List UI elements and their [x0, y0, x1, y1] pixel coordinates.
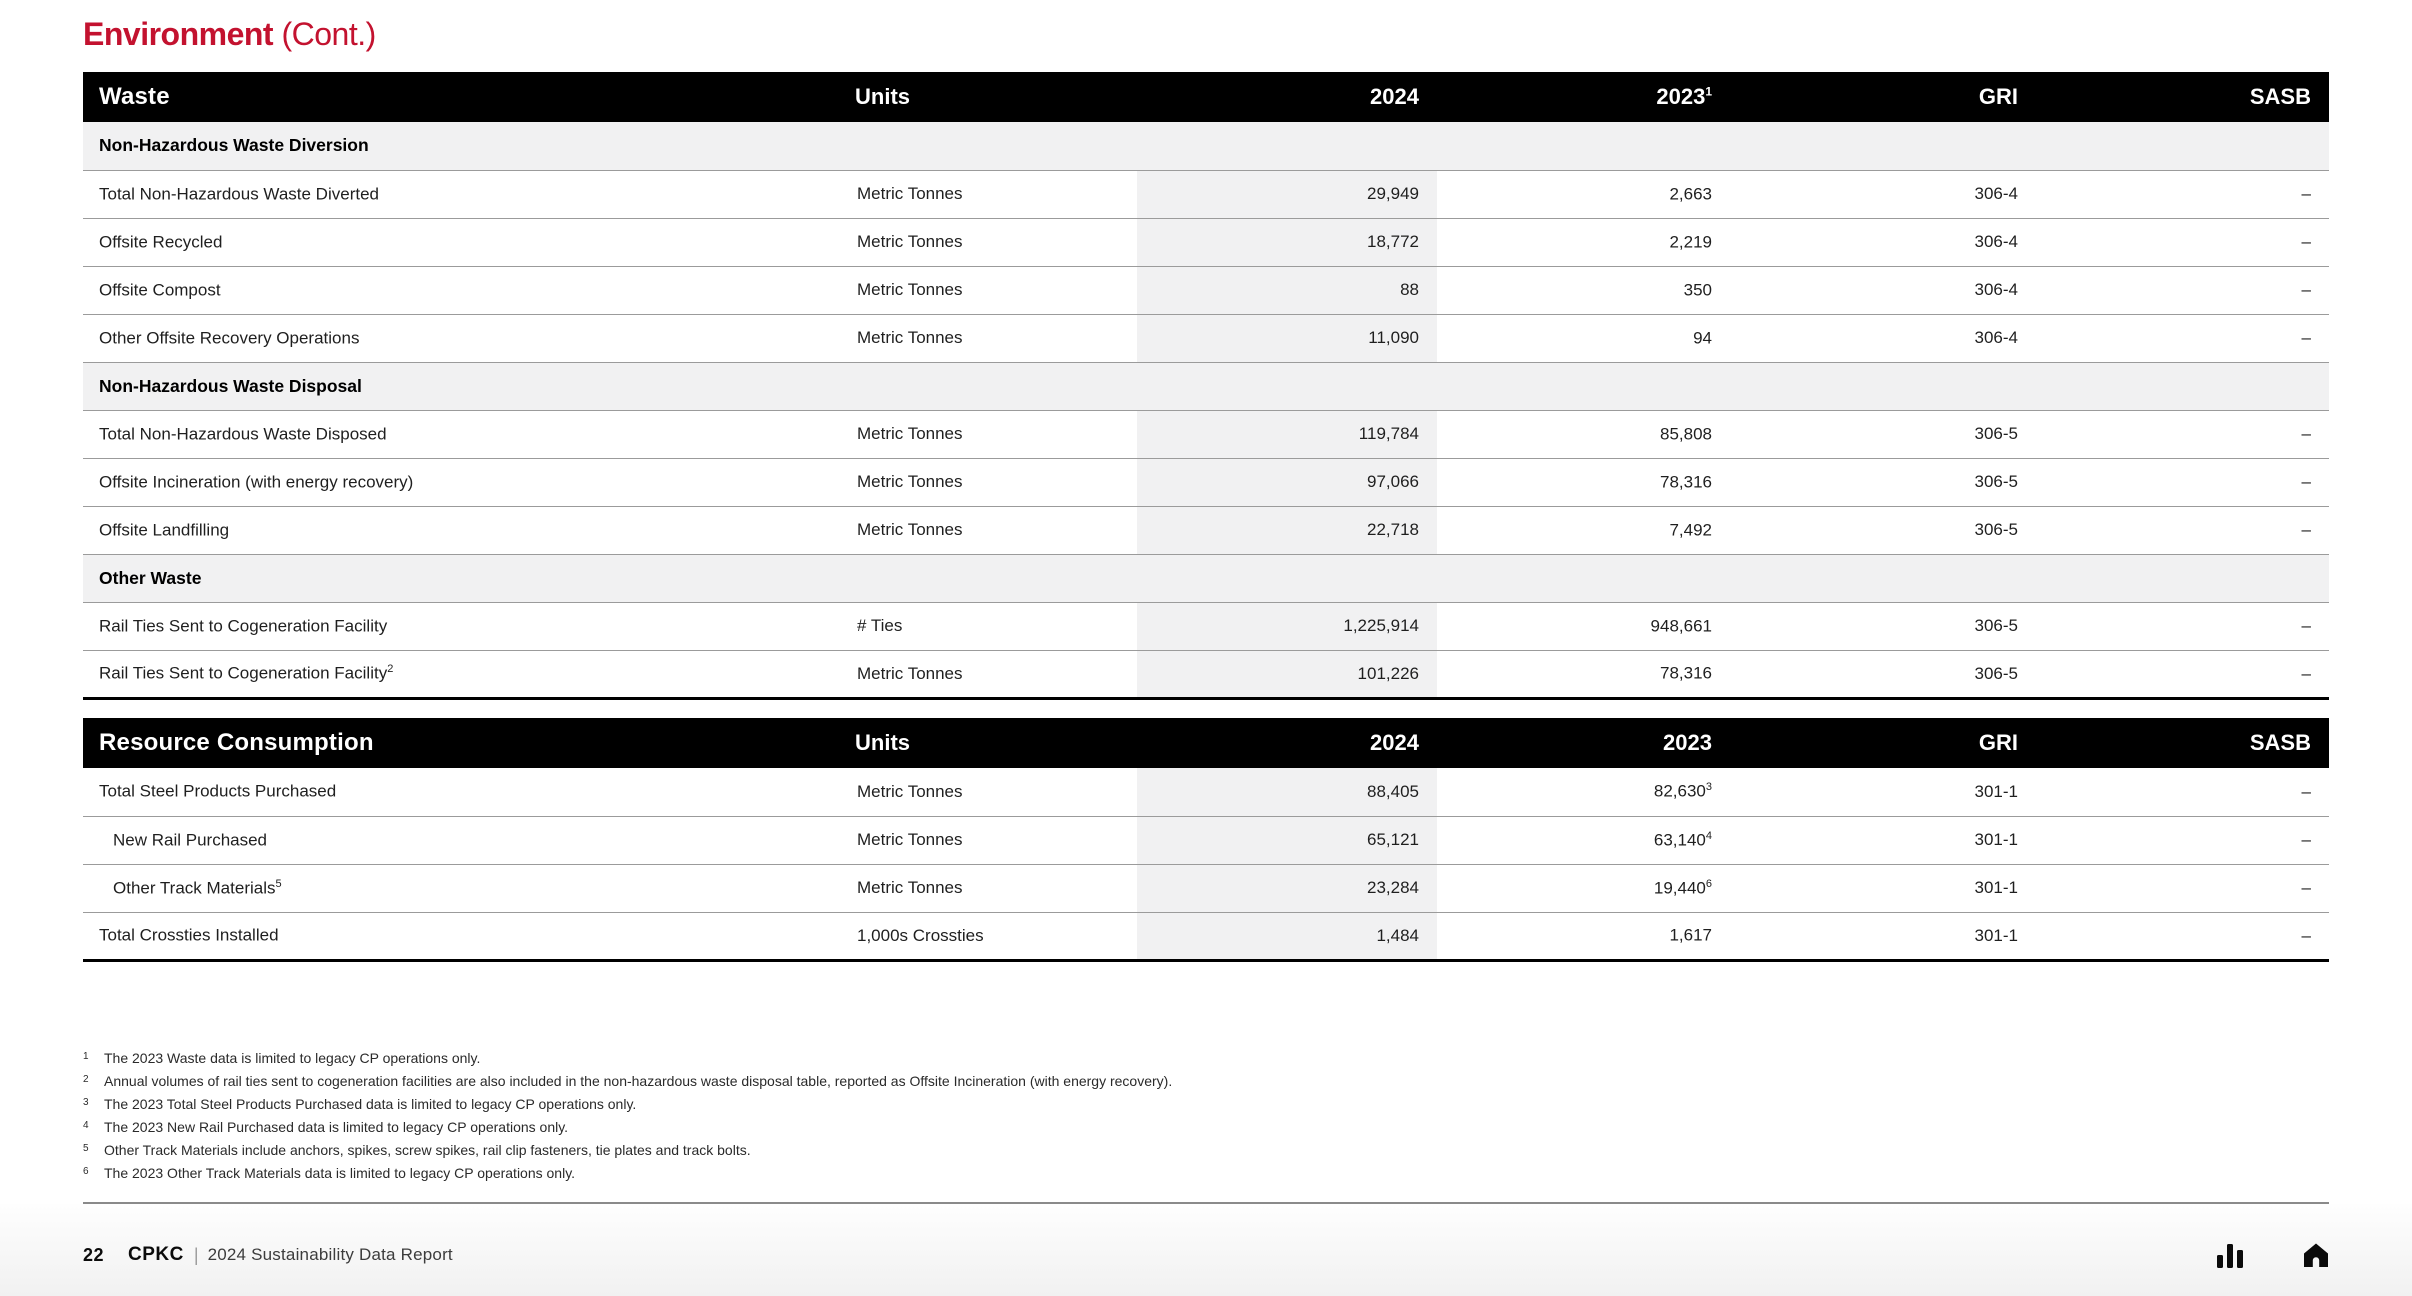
value-2023-cell: 7,492 [1437, 506, 1730, 554]
column-header-units: Units [855, 730, 910, 755]
table-row [83, 410, 2329, 458]
value-2024-cell: 11,090 [1137, 314, 1437, 362]
waste-table-header [83, 72, 2329, 122]
value-2023-cell: 2,219 [1437, 218, 1730, 266]
units-cell: # Ties [855, 602, 1137, 650]
value-2023-cell: 2,663 [1437, 170, 1730, 218]
gri-cell: 306-4 [1730, 314, 2036, 362]
page-title-cont: (Cont.) [273, 16, 376, 52]
sasb-cell: – [2036, 218, 2329, 266]
value-2023-cell: 1,617 [1437, 912, 1730, 960]
table-row [83, 458, 2329, 506]
metric-cell: Rail Ties Sent to Cogeneration Facility [83, 602, 855, 650]
metric-cell: Total Steel Products Purchased [83, 768, 855, 816]
value-2024-cell: 88 [1137, 266, 1437, 314]
gri-cell: 306-4 [1730, 218, 2036, 266]
section-title: Other Waste [83, 554, 2329, 602]
column-header-2023: 2023 [1663, 730, 1712, 755]
brand-logo: CPKC [128, 1244, 184, 1265]
metric-cell: Offsite Incineration (with energy recovery) [83, 458, 855, 506]
section-title: Non-Hazardous Waste Diversion [83, 122, 2329, 170]
metric-cell: New Rail Purchased [83, 816, 855, 864]
sasb-cell: – [2036, 864, 2329, 912]
footnote [83, 1096, 2083, 1119]
section-title: Non-Hazardous Waste Disposal [83, 362, 2329, 410]
column-header-gri: GRI [1978, 730, 2018, 755]
value-2023-cell: 948,661 [1437, 602, 1730, 650]
units-cell: Metric Tonnes [855, 768, 1137, 816]
units-cell: Metric Tonnes [855, 506, 1137, 554]
value-2023-cell: 94 [1437, 314, 1730, 362]
value-2024-cell: 22,718 [1137, 506, 1437, 554]
value-2023-cell: 78,316 [1437, 458, 1730, 506]
value-2024-cell: 23,284 [1137, 864, 1437, 912]
column-header-units: Units [855, 84, 910, 109]
value-2024-cell: 1,484 [1137, 912, 1437, 960]
footnote-text: The 2023 Total Steel Products Purchased data is limited to legacy CP operations only. [104, 1096, 637, 1112]
value-2023-cell: 85,808 [1437, 410, 1730, 458]
table-row [83, 506, 2329, 554]
footer-separator: | [193, 1244, 199, 1265]
units-cell: Metric Tonnes [855, 864, 1137, 912]
metric-cell: Total Non-Hazardous Waste Diverted [83, 170, 855, 218]
value-2024-cell: 119,784 [1137, 410, 1437, 458]
units-cell: Metric Tonnes [855, 314, 1137, 362]
column-header-sasb: SASB [2249, 84, 2311, 109]
page-title-main: Environment [83, 16, 274, 52]
footnote-number: 2 [83, 1074, 89, 1085]
units-cell: 1,000s Crossties [855, 912, 1137, 960]
column-header-sasb: SASB [2249, 730, 2311, 755]
footnote-text: The 2023 Other Track Materials data is limited to legacy CP operations only. [104, 1165, 576, 1181]
table-row [83, 768, 2329, 816]
resource-table-header [83, 718, 2329, 768]
footnote-number: 3 [83, 1097, 89, 1108]
footer-icons [2216, 1240, 2336, 1268]
column-header-2024: 2024 [1370, 730, 1419, 755]
value-2023-cell: 82,630$^3$ [1437, 768, 1730, 816]
table-row [83, 864, 2329, 912]
resource-consumption-table [83, 718, 2329, 962]
gri-cell: 301-1 [1730, 768, 2036, 816]
units-cell: Metric Tonnes [855, 458, 1137, 506]
value-2023-cell: 78,316 [1437, 650, 1730, 698]
sasb-cell: – [2036, 458, 2329, 506]
sasb-cell: – [2036, 816, 2329, 864]
units-cell: Metric Tonnes [855, 266, 1137, 314]
gri-cell: 306-5 [1730, 602, 2036, 650]
footnote [83, 1165, 2083, 1188]
units-cell: Metric Tonnes [855, 170, 1137, 218]
home-icon[interactable] [2303, 1242, 2331, 1268]
value-2023-cell: 63,140$^4$ [1437, 816, 1730, 864]
footnote-text: Annual volumes of rail ties sent to cogeneration facilities are also included in the non-hazardous waste disposal table, reported as Offsite Incineration (with energy recovery). [104, 1073, 1173, 1089]
column-header-waste: Waste [99, 83, 170, 110]
value-2023-cell: 350 [1437, 266, 1730, 314]
footnote-number: 6 [83, 1166, 89, 1177]
value-2024-cell: 1,225,914 [1137, 602, 1437, 650]
page-number: 22 [83, 1244, 105, 1265]
value-2024-cell: 29,949 [1137, 170, 1437, 218]
footnote-number: 5 [83, 1143, 89, 1154]
gri-cell: 301-1 [1730, 912, 2036, 960]
table-row [83, 170, 2329, 218]
footnote [83, 1050, 2083, 1073]
gri-cell: 306-4 [1730, 170, 2036, 218]
metric-cell: Offsite Recycled [83, 218, 855, 266]
footer [83, 1238, 453, 1272]
table-row [83, 314, 2329, 362]
metric-cell: Rail Ties Sent to Cogeneration Facility$^2$ [83, 650, 855, 698]
metric-cell: Other Offsite Recovery Operations [83, 314, 855, 362]
gri-cell: 306-5 [1730, 410, 2036, 458]
footnote-number: 1 [83, 1051, 89, 1062]
footer-divider [83, 1202, 2329, 1204]
gri-cell: 306-5 [1730, 506, 2036, 554]
waste-table [83, 72, 2329, 700]
metric-cell: Total Crossties Installed [83, 912, 855, 960]
column-header-resource-consumption: Resource Consumption [99, 729, 374, 756]
metric-cell: Total Non-Hazardous Waste Disposed [83, 410, 855, 458]
footnote [83, 1073, 2083, 1096]
sasb-cell: – [2036, 602, 2329, 650]
gri-cell: 301-1 [1730, 816, 2036, 864]
table-row [83, 218, 2329, 266]
table-row [83, 912, 2329, 960]
value-2024-cell: 18,772 [1137, 218, 1437, 266]
column-header-2023: 2023$^1$ [1656, 84, 1712, 109]
footnote-text: The 2023 New Rail Purchased data is limited to legacy CP operations only. [104, 1119, 569, 1135]
bar-chart-icon[interactable] [2216, 1242, 2244, 1268]
report-title: 2024 Sustainability Data Report [207, 1245, 453, 1264]
table-row [83, 650, 2329, 698]
footnote [83, 1119, 2083, 1142]
section-row [83, 122, 2329, 170]
gri-cell: 306-5 [1730, 650, 2036, 698]
value-2024-cell: 88,405 [1137, 768, 1437, 816]
units-cell: Metric Tonnes [855, 410, 1137, 458]
table-row [83, 266, 2329, 314]
sasb-cell: – [2036, 506, 2329, 554]
section-row [83, 362, 2329, 410]
footnote-text: Other Track Materials include anchors, spikes, screw spikes, rail clip fasteners, tie plates and track bolts. [104, 1142, 751, 1158]
sasb-cell: – [2036, 410, 2329, 458]
section-row [83, 554, 2329, 602]
page-title [83, 16, 376, 53]
sasb-cell: – [2036, 170, 2329, 218]
metric-cell: Offsite Landfilling [83, 506, 855, 554]
footnote-text: The 2023 Waste data is limited to legacy CP operations only. [104, 1050, 481, 1066]
sasb-cell: – [2036, 314, 2329, 362]
value-2024-cell: 65,121 [1137, 816, 1437, 864]
value-2023-cell: 19,440$^6$ [1437, 864, 1730, 912]
units-cell: Metric Tonnes [855, 650, 1137, 698]
footnotes [83, 1050, 2083, 1188]
units-cell: Metric Tonnes [855, 218, 1137, 266]
table-row [83, 602, 2329, 650]
footnote-number: 4 [83, 1120, 89, 1131]
sasb-cell: – [2036, 768, 2329, 816]
gri-cell: 301-1 [1730, 864, 2036, 912]
value-2024-cell: 97,066 [1137, 458, 1437, 506]
column-header-2024: 2024 [1370, 84, 1419, 109]
metric-cell: Offsite Compost [83, 266, 855, 314]
metric-cell: Other Track Materials$^5$ [83, 864, 855, 912]
table-row [83, 816, 2329, 864]
gri-cell: 306-5 [1730, 458, 2036, 506]
column-header-gri: GRI [1978, 84, 2018, 109]
sasb-cell: – [2036, 912, 2329, 960]
units-cell: Metric Tonnes [855, 816, 1137, 864]
sasb-cell: – [2036, 650, 2329, 698]
sasb-cell: – [2036, 266, 2329, 314]
footnote [83, 1142, 2083, 1165]
value-2024-cell: 101,226 [1137, 650, 1437, 698]
gri-cell: 306-4 [1730, 266, 2036, 314]
